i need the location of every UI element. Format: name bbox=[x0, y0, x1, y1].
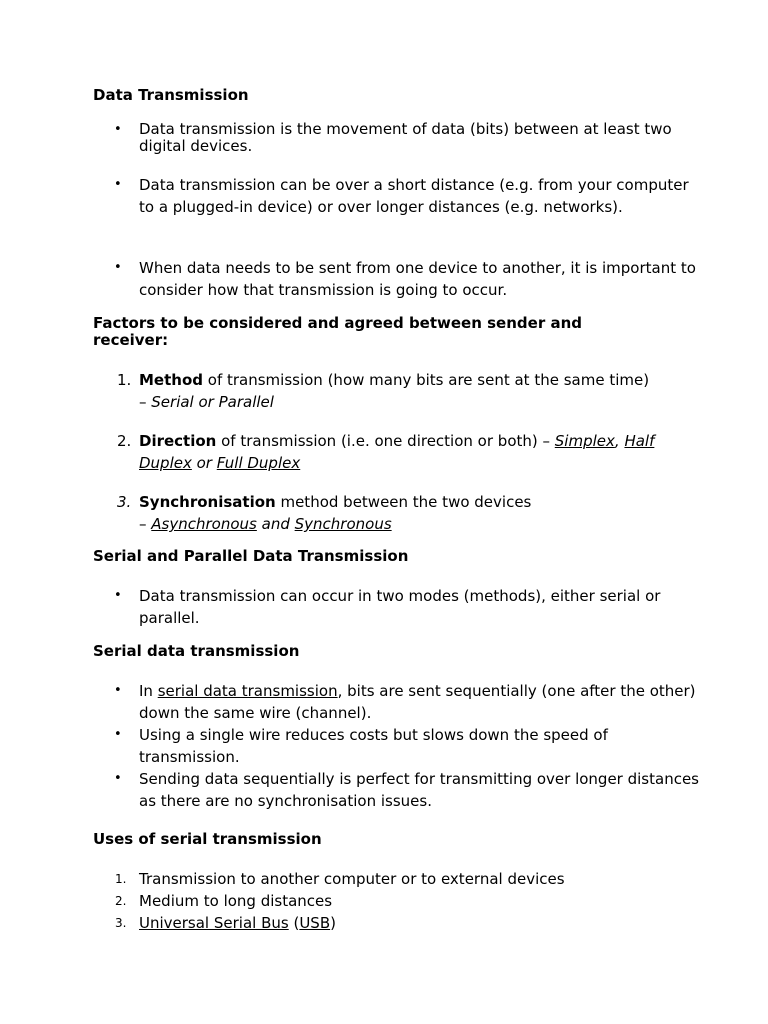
bullet-icon: • bbox=[114, 727, 122, 742]
link-asynchronous[interactable]: Asynchronous bbox=[151, 515, 257, 533]
heading-serial: Serial data transmission bbox=[93, 642, 300, 660]
link-simplex[interactable]: Simplex bbox=[554, 432, 615, 450]
factor-text: of transmission (how many bits are sent at the same time) bbox=[203, 371, 650, 389]
serial-bullet-3 bbox=[114, 768, 699, 812]
intro-bullet-3-text: When data needs to be sent from one device to another, it is important to consider how that transmission is going to occur. bbox=[139, 259, 696, 299]
link-universal-serial-bus[interactable]: Universal Serial Bus bbox=[139, 914, 289, 932]
heading-serial-parallel: Serial and Parallel Data Transmission bbox=[93, 547, 409, 565]
intro-bullet-3 bbox=[114, 257, 699, 301]
or-text: or bbox=[191, 454, 217, 472]
factor-term: Synchronisation bbox=[139, 493, 276, 511]
factor-term: Direction bbox=[139, 432, 217, 450]
paren-open: ( bbox=[288, 914, 300, 932]
link-synchronous[interactable]: Synchronous bbox=[294, 515, 392, 533]
modes-bullet-text: Data transmission can occur in two modes (methods), either serial or parallel. bbox=[139, 587, 661, 627]
uses-item-2-text: Medium to long distances bbox=[139, 892, 333, 910]
intro-bullet-2 bbox=[114, 174, 699, 218]
heading-data-transmission: Data Transmission bbox=[93, 86, 249, 104]
serial-bullet-1 bbox=[114, 680, 699, 724]
heading-factors: Factors to be considered and agreed between sender and receiver: bbox=[93, 314, 582, 349]
factor-term: Method bbox=[139, 371, 203, 389]
list-number: 2. bbox=[117, 432, 132, 450]
uses-item-1-text: Transmission to another computer or to external devices bbox=[139, 870, 565, 888]
link-serial-data-transmission[interactable]: serial data transmission bbox=[157, 682, 338, 700]
serial-bullet-2 bbox=[114, 724, 699, 768]
intro-bullet-1 bbox=[114, 120, 699, 155]
list-number: 1. bbox=[117, 371, 132, 389]
serial-bullet-1-post: , bits are sent sequentially (one after the other) down the same wire (channel). bbox=[139, 682, 696, 722]
list-number: 3. bbox=[117, 493, 132, 511]
uses-item-1 bbox=[115, 868, 699, 890]
bullet-icon: • bbox=[114, 683, 122, 698]
list-number: 1. bbox=[115, 872, 127, 886]
list-number: 2. bbox=[115, 894, 127, 908]
serial-bullet-3-text: Sending data sequentially is perfect for transmitting over longer distances as there are no synchronisation issues. bbox=[139, 770, 699, 810]
link-half-duplex[interactable]: Half Duplex bbox=[139, 432, 655, 472]
uses-item-2 bbox=[115, 890, 699, 912]
intro-bullet-2-text: Data transmission can be over a short distance (e.g. from your computer to a plugged-in device) or over longer distances (e.g. networks). bbox=[139, 176, 689, 216]
paren-close: ) bbox=[330, 914, 336, 932]
factor-text: method between the two devices bbox=[275, 493, 532, 511]
factor-dash: – bbox=[139, 515, 152, 533]
list-number: 3. bbox=[115, 916, 127, 930]
link-full-duplex[interactable]: Full Duplex bbox=[216, 454, 301, 472]
factor-item-3 bbox=[117, 491, 699, 535]
bullet-icon: • bbox=[114, 177, 122, 192]
factor-item-2 bbox=[117, 430, 699, 474]
link-usb[interactable]: USB bbox=[299, 914, 331, 932]
and-text: and bbox=[256, 515, 295, 533]
modes-bullet bbox=[114, 585, 699, 629]
comma: , bbox=[614, 432, 625, 450]
intro-bullet-1-text: Data transmission is the movement of data (bits) between at least two digital devices. bbox=[139, 120, 672, 155]
heading-uses: Uses of serial transmission bbox=[93, 830, 322, 848]
bullet-icon: • bbox=[114, 771, 122, 786]
bullet-icon: • bbox=[114, 588, 122, 603]
uses-item-3 bbox=[115, 912, 699, 934]
bullet-icon: • bbox=[114, 122, 122, 137]
serial-bullet-1-pre: In bbox=[139, 682, 158, 700]
factor-options: Serial or Parallel bbox=[151, 393, 274, 411]
factor-item-1 bbox=[117, 369, 699, 413]
serial-bullet-2-text: Using a single wire reduces costs but slows down the speed of transmission. bbox=[139, 726, 608, 766]
factor-text: of transmission (i.e. one direction or both) – bbox=[216, 432, 555, 450]
bullet-icon: • bbox=[114, 260, 122, 275]
factor-dash: – bbox=[139, 393, 152, 411]
